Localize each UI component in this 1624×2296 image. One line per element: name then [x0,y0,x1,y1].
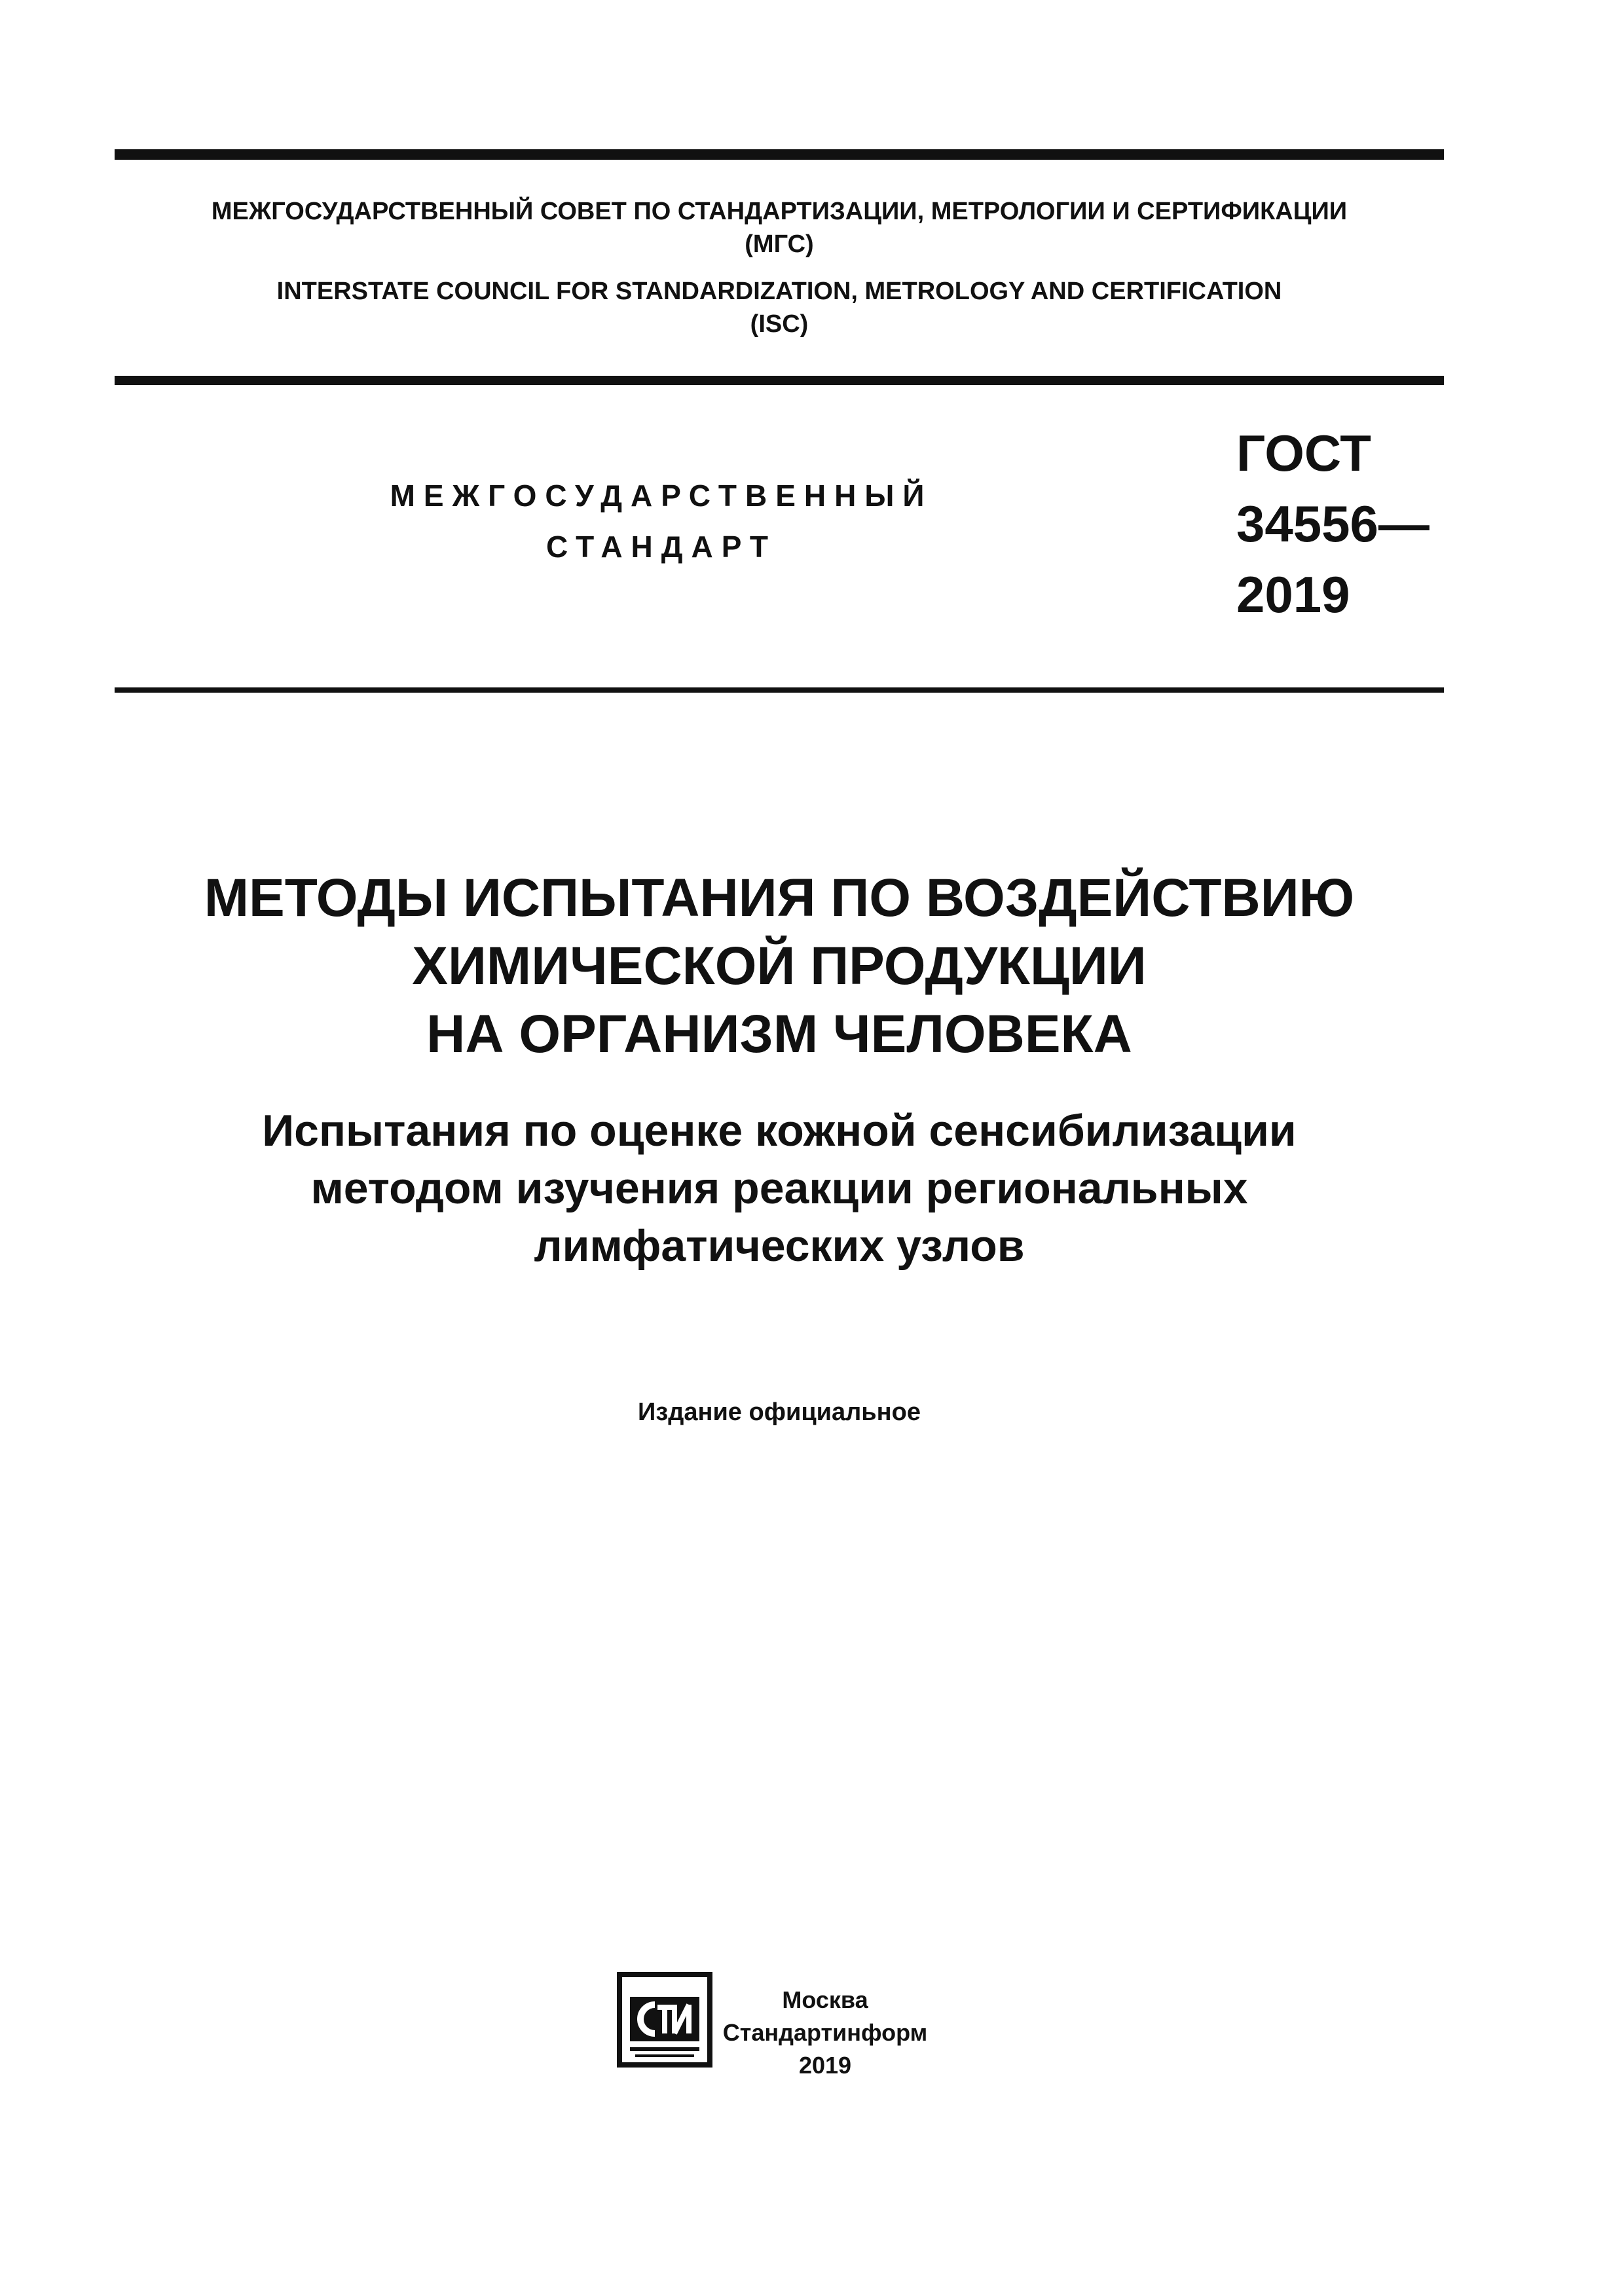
document-subtitle-line-3: лимфатических узлов [534,1221,1025,1271]
council-name-ru [115,195,1444,261]
standartinform-logo-icon [616,1971,714,2069]
publisher-year: 2019 [798,2052,852,2079]
document-title [115,864,1444,1068]
gost-prefix: ГОСТ [1236,424,1371,482]
document-subtitle [115,1102,1444,1275]
standard-type-line-1: МЕЖГОСУДАРСТВЕННЫЙ [390,479,933,513]
council-name-en-line: INTERSTATE COUNCIL FOR STANDARDIZATION, METROLOGY AND CERTIFICATION [276,278,1282,305]
publisher-city: Москва [782,1986,868,2013]
document-title-line-3: НА ОРГАНИЗМ ЧЕЛОВЕКА [426,1004,1132,1064]
standard-type-line-2: СТАНДАРТ [546,530,777,564]
edition-label: Издание официальное [638,1398,921,1426]
publisher-name: Стандартинформ [722,2019,928,2046]
gost-code: 34556— [1236,495,1430,553]
document-subtitle-line-1: Испытания по оценке кожной сенсибилизации [262,1106,1297,1156]
standard-type-label [367,470,956,572]
council-name-ru-line: МЕЖГОСУДАРСТВЕННЫЙ СОВЕТ ПО СТАНДАРТИЗАЦИИ, МЕТРОЛОГИИ И СЕРТИФИКАЦИИ [211,198,1348,225]
middle-rule [115,376,1444,385]
document-title-line-2: ХИМИЧЕСКОЙ ПРОДУКЦИИ [412,936,1147,996]
council-abbr-en: (ISC) [750,310,809,338]
document-subtitle-line-2: методом изучения реакции региональных [310,1163,1248,1213]
top-rule [115,149,1444,160]
publisher-block [720,1984,930,2082]
gost-year: 2019 [1236,566,1350,623]
document-title-line-1: МЕТОДЫ ИСПЫТАНИЯ ПО ВОЗДЕЙСТВИЮ [204,868,1355,928]
council-name-en [115,275,1444,340]
gost-number [1236,418,1430,630]
lower-rule [115,687,1444,693]
council-abbr-ru: (МГС) [745,230,814,258]
